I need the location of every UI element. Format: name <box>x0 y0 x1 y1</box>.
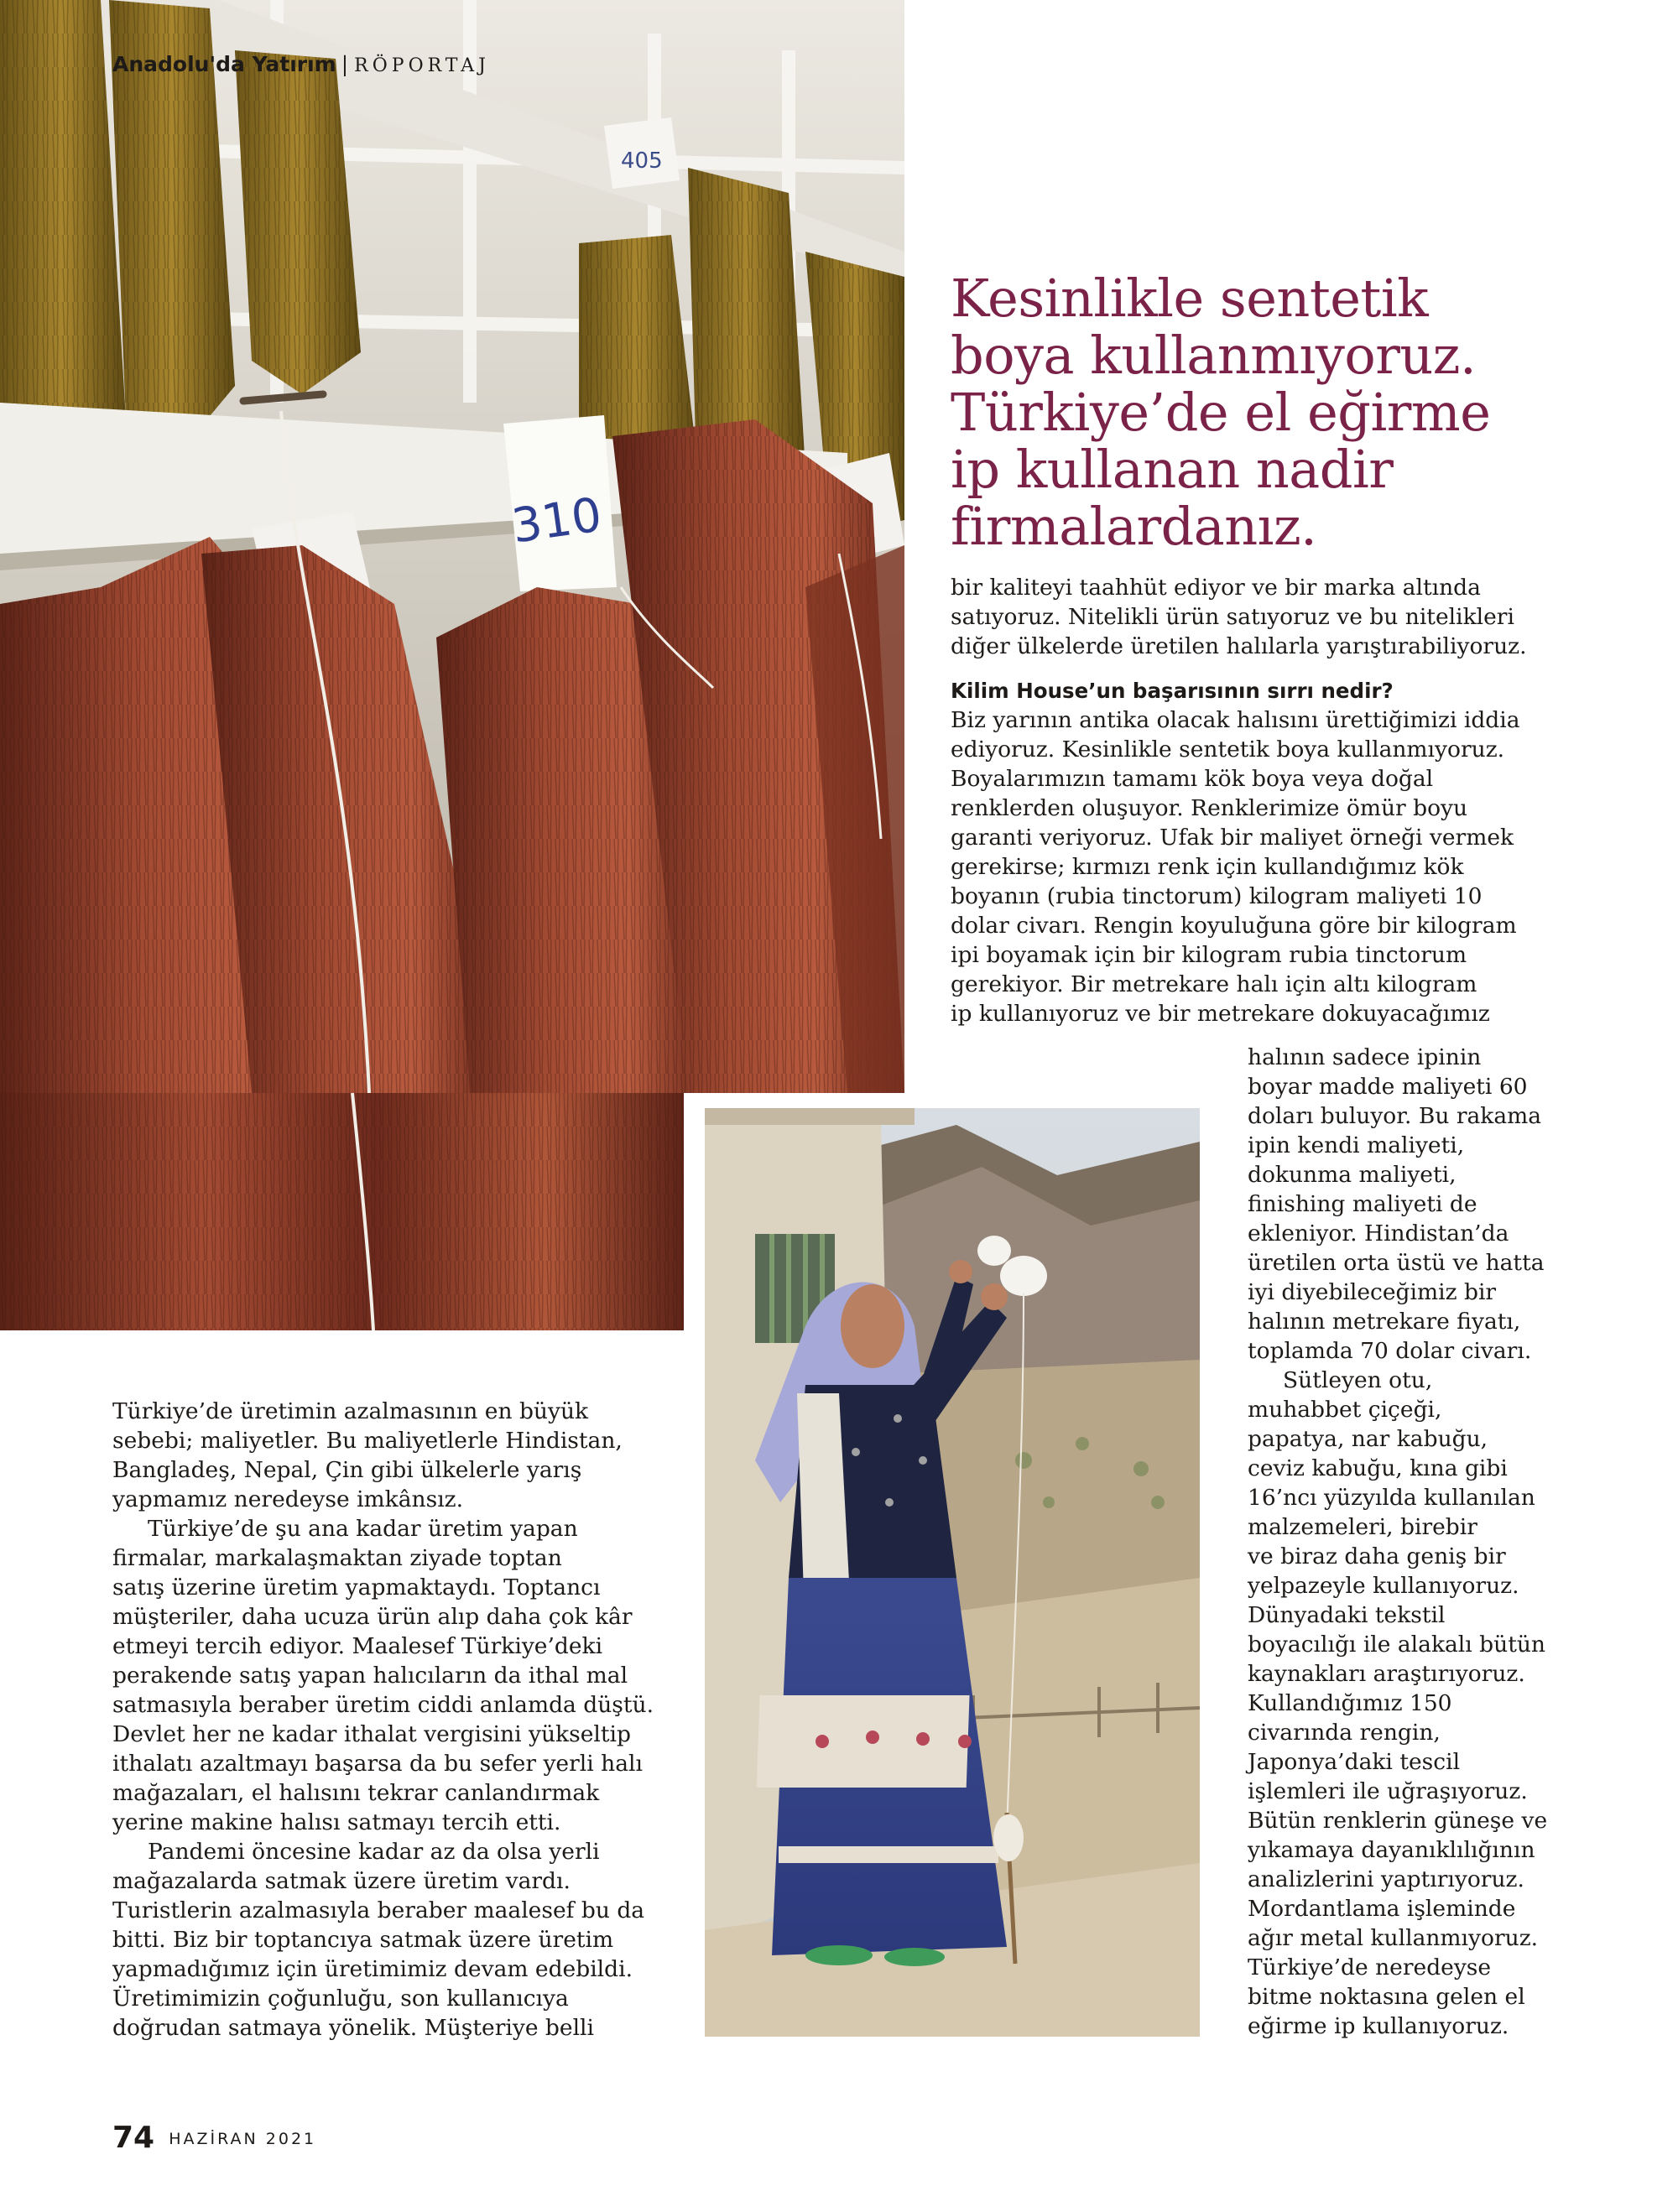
body-line: dokunma maliyeti, <box>1248 1162 1457 1188</box>
body-line: diğer ülkelerde üretilen halılarla yarıştırabiliyoruz. <box>951 633 1527 659</box>
body-line: bitti. Biz bir toptancıya satmak üzere üretim <box>112 1927 614 1953</box>
body-line: eğirme ip kullanıyoruz. <box>1248 2013 1509 2039</box>
body-line: müşteriler, daha ucuza ürün alıp daha çok kâr <box>112 1604 633 1630</box>
body-line: satış üzerine üretim yapmaktaydı. Toptancı <box>112 1574 601 1600</box>
body-line: boyacılığı ile alakalı bütün <box>1248 1632 1545 1658</box>
body-line: Kullandığımız 150 <box>1248 1690 1452 1716</box>
section-label: RÖPORTAJ <box>354 55 490 76</box>
body-line: ithalatı azaltmayı başarsa da bu sefer yerli halı <box>112 1751 643 1777</box>
body-line: Sütleyen otu, <box>1283 1367 1433 1393</box>
body-line: perakende satış yapan halıcıların da ithal mal <box>112 1663 628 1689</box>
body-line: gerekirse; kırmızı renk için kullandığımız kök <box>951 854 1464 880</box>
body-line: sebebi; maliyetler. Bu maliyetlerle Hindistan, <box>112 1428 623 1454</box>
page-number: 74 <box>112 2121 155 2155</box>
body-line: mağazalarda satmak üzere üretim vardı. <box>112 1868 571 1894</box>
body-line: üretilen orta üstü ve hatta <box>1248 1250 1545 1276</box>
body-line: bitme noktasına gelen el <box>1248 1984 1525 2010</box>
yarn-tag-405: 405 <box>621 148 663 174</box>
issue-date: HAZİRAN 2021 <box>169 2130 317 2148</box>
body-line: mağazaları, el halısını tekrar canlandırmak <box>112 1780 600 1806</box>
body-line: firmalar, markalaşmaktan ziyade toptan <box>112 1545 562 1571</box>
body-line: finishing maliyeti de <box>1248 1191 1477 1217</box>
body-line: Üretimimizin çoğunluğu, son kullanıcıya <box>112 1986 569 2012</box>
pull-quote-line: ip kullanan nadir <box>951 439 1394 500</box>
body-line: toplamda 70 dolar civarı. <box>1248 1338 1532 1364</box>
body-line: halının metrekare fiyatı, <box>1248 1309 1521 1335</box>
body-line: ipi boyamak için bir kilogram rubia tinctorum <box>951 942 1467 968</box>
article-column-left <box>112 1397 654 2043</box>
interview-question: Kilim House’un başarısının sırrı nedir? <box>951 679 1394 703</box>
body-line: ip kullanıyoruz ve bir metrekare dokuyacağımız <box>951 1001 1490 1027</box>
body-line: Biz yarının antika olacak halısını ürettiğimizi iddia <box>951 707 1520 733</box>
body-line: etmeyi tercih ediyor. Maalesef Türkiye’deki <box>112 1633 603 1659</box>
body-line: Türkiye’de neredeyse <box>1248 1954 1492 1980</box>
paragraph-gap <box>951 661 1527 676</box>
body-line: Mordantlama işleminde <box>1248 1896 1516 1922</box>
body-line: Türkiye’de üretimin azalmasının en büyük <box>112 1398 589 1424</box>
magazine-brand: Anadolu'da Yatırım <box>112 52 336 76</box>
body-line: Japonya’daki tescil <box>1248 1749 1461 1775</box>
body-line: bir kaliteyi taahhüt ediyor ve bir marka altında <box>951 575 1481 601</box>
body-line: Türkiye’de şu ana kadar üretim yapan <box>148 1516 578 1542</box>
body-line: ipin kendi maliyeti, <box>1248 1132 1465 1158</box>
pull-quote-line: boya kullanmıyoruz. <box>951 325 1477 386</box>
running-header <box>112 52 490 76</box>
body-line: papatya, nar kabuğu, <box>1248 1426 1488 1452</box>
body-line: boyanın (rubia tinctorum) kilogram maliyeti 10 <box>951 883 1483 909</box>
pull-quote <box>951 270 1588 555</box>
body-line: Pandemi öncesine kadar az da olsa yerli <box>148 1839 600 1865</box>
article-column-right-top <box>951 573 1527 1028</box>
village-photo-illustration <box>705 1108 1200 2037</box>
pull-quote-line: firmalardanız. <box>951 496 1317 557</box>
body-line: kaynakları araştırıyoruz. <box>1248 1661 1525 1687</box>
body-line: yapmamız neredeyse imkânsız. <box>112 1486 464 1512</box>
body-line: gerekiyor. Bir metrekare halı için altı kilogram <box>951 971 1477 997</box>
body-line: renklerden oluşuyor. Renklerimize ömür boyu <box>951 795 1468 821</box>
body-line: yelpazeyle kullanıyoruz. <box>1248 1573 1519 1599</box>
page-footer <box>112 2121 316 2155</box>
yarn-photo-lower-illustration <box>0 1093 684 1330</box>
hanging-yarn-photo <box>0 0 904 1093</box>
body-line: iyi diyebileceğimiz bir <box>1248 1279 1497 1305</box>
body-line: Bangladeş, Nepal, Çin gibi ülkelerle yarış <box>112 1457 582 1483</box>
body-line: Devlet her ne kadar ithalat vergisini yükseltip <box>112 1721 631 1747</box>
body-line: ediyoruz. Kesinlikle sentetik boya kullanmıyoruz. <box>951 736 1505 762</box>
body-line: ağır metal kullanmıyoruz. <box>1248 1925 1539 1951</box>
pull-quote-line: Kesinlikle sentetik <box>951 268 1429 329</box>
header-separator: | <box>341 52 350 76</box>
body-line: analizlerini yaptırıyoruz. <box>1248 1866 1524 1892</box>
body-line: Bütün renklerin güneşe ve <box>1248 1808 1548 1834</box>
pull-quote-line: Türkiye’de el eğirme <box>951 382 1491 443</box>
body-line: Dünyadaki tekstil <box>1248 1602 1446 1628</box>
woman-spinning-yarn-photo <box>705 1108 1200 2037</box>
hanging-yarn-photo-lower <box>0 1093 684 1330</box>
body-line: satmasıyla beraber üretim ciddi anlamda düştü. <box>112 1692 654 1718</box>
article-column-right-bottom <box>1248 1043 1547 2041</box>
body-line: 16’ncı yüzyılda kullanılan <box>1248 1485 1535 1511</box>
body-line: garanti veriyoruz. Ufak bir maliyet örneği vermek <box>951 825 1514 851</box>
body-line: ve biraz daha geniş bir <box>1248 1543 1506 1569</box>
body-line: Boyalarımızın tamamı kök boya veya doğal <box>951 766 1434 792</box>
body-line: yıkamaya dayanıklılığının <box>1248 1837 1535 1863</box>
body-line: Turistlerin azalmasıyla beraber maalesef bu da <box>112 1897 645 1923</box>
body-line: doları buluyor. Bu rakama <box>1248 1103 1542 1129</box>
yarn-photo-illustration <box>0 0 904 1093</box>
body-line: yapmadığımız için üretimimiz devam edebildi. <box>112 1956 633 1982</box>
body-line: yerine makine halısı satmayı tercih etti. <box>112 1809 561 1835</box>
body-line: ceviz kabuğu, kına gibi <box>1248 1455 1508 1481</box>
body-line: malzemeleri, birebir <box>1248 1514 1477 1540</box>
body-line: dolar civarı. Rengin koyuluğuna göre bir kilogram <box>951 913 1517 939</box>
body-line: muhabbet çiçeği, <box>1248 1397 1442 1423</box>
body-line: halının sadece ipinin <box>1248 1044 1482 1070</box>
body-line: ekleniyor. Hindistan’da <box>1248 1221 1509 1247</box>
body-line: civarında rengin, <box>1248 1720 1441 1746</box>
body-line: doğrudan satmaya yönelik. Müşteriye belli <box>112 2015 594 2041</box>
body-line: boyar madde maliyeti 60 <box>1248 1074 1528 1100</box>
body-line: işlemleri ile uğraşıyoruz. <box>1248 1778 1528 1804</box>
yarn-tag-310: 310 <box>508 487 606 554</box>
body-line: satıyoruz. Nitelikli ürün satıyoruz ve bu nitelikleri <box>951 604 1514 630</box>
